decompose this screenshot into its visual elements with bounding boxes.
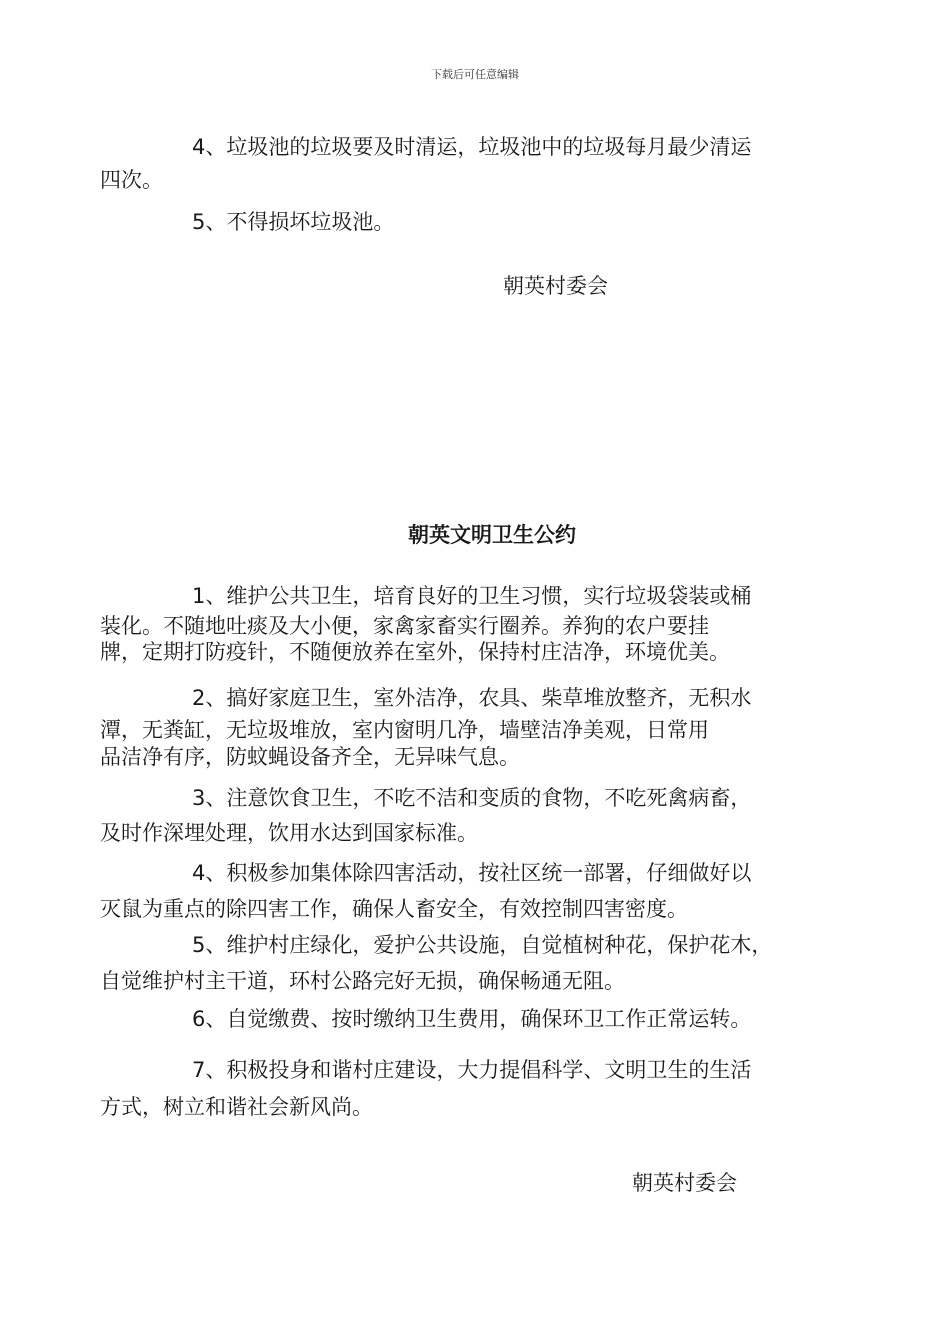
convention-item-5-line-1: 5、维护村庄绿化，爱护公共设施，自觉植树种花，保护花木， bbox=[192, 933, 773, 957]
part1-item-5 bbox=[146, 206, 846, 239]
convention-item-1-line-3: 牌，定期打防疫针，不随便放养在室外，保持村庄洁净，环境优美。 bbox=[100, 640, 730, 664]
convention-item-4 bbox=[100, 857, 846, 928]
convention-item-3 bbox=[100, 782, 846, 851]
convention-item-7 bbox=[100, 1054, 846, 1127]
convention-item-2-line-1: 2、搞好家庭卫生，室外洁净，农具、柴草堆放整齐，无积水 bbox=[192, 686, 752, 710]
part1-item-4-line-1: 4、垃圾池的垃圾要及时清运，垃圾池中的垃圾每月最少清运 bbox=[192, 135, 752, 159]
convention-item-3-line-1: 3、注意饮食卫生，不吃不洁和变质的食物，不吃死禽病畜， bbox=[192, 786, 752, 810]
part1-item-5-line-1: 5、不得损坏垃圾池。 bbox=[192, 210, 395, 234]
convention-item-1 bbox=[100, 580, 846, 665]
convention-item-1-line-1: 1、维护公共卫生，培育良好的卫生习惯，实行垃圾袋装或桶 bbox=[192, 584, 752, 608]
convention-item-4-line-2: 灭鼠为重点的除四害工作，确保人畜安全，有效控制四害密度。 bbox=[100, 897, 688, 921]
convention-item-4-line-1: 4、积极参加集体除四害活动，按社区统一部署，仔细做好以 bbox=[192, 861, 752, 885]
convention-item-7-line-1: 7、积极投身和谐村庄建设，大力提倡科学、文明卫生的生活 bbox=[192, 1058, 752, 1082]
convention-item-7-line-2: 方式，树立和谐社会新风尚。 bbox=[100, 1095, 373, 1119]
convention-item-5 bbox=[100, 929, 846, 1000]
convention-item-2-line-3: 品洁净有序，防蚊蝇设备齐全，无异味气息。 bbox=[100, 745, 520, 769]
part1-item-4-line-2: 四次。 bbox=[100, 168, 163, 192]
header-note: 下载后可任意编辑 bbox=[431, 68, 519, 81]
convention-item-2 bbox=[100, 682, 846, 770]
convention-item-1-line-2: 装化。不随地吐痰及大小便，家禽家畜实行圈养。养狗的农户要挂 bbox=[100, 614, 709, 638]
convention-item-2-line-2: 潭，无粪缸，无垃圾堆放，室内窗明几净，墙壁洁净美观，日常用 bbox=[100, 718, 709, 742]
convention-item-3-line-2: 及时作深埋处理，饮用水达到国家标准。 bbox=[100, 821, 478, 845]
part1-signature: 朝英村委会 bbox=[503, 274, 608, 298]
convention-signature: 朝英村委会 bbox=[632, 1171, 737, 1195]
convention-item-6 bbox=[146, 1003, 846, 1036]
convention-title: 朝英文明卫生公约 bbox=[408, 523, 576, 547]
convention-item-5-line-2: 自觉维护村主干道，环村公路完好无损，确保畅通无阻。 bbox=[100, 969, 625, 993]
convention-item-6-line-1: 6、自觉缴费、按时缴纳卫生费用，确保环卫工作正常运转。 bbox=[192, 1007, 752, 1031]
part1-item-4 bbox=[100, 131, 846, 197]
